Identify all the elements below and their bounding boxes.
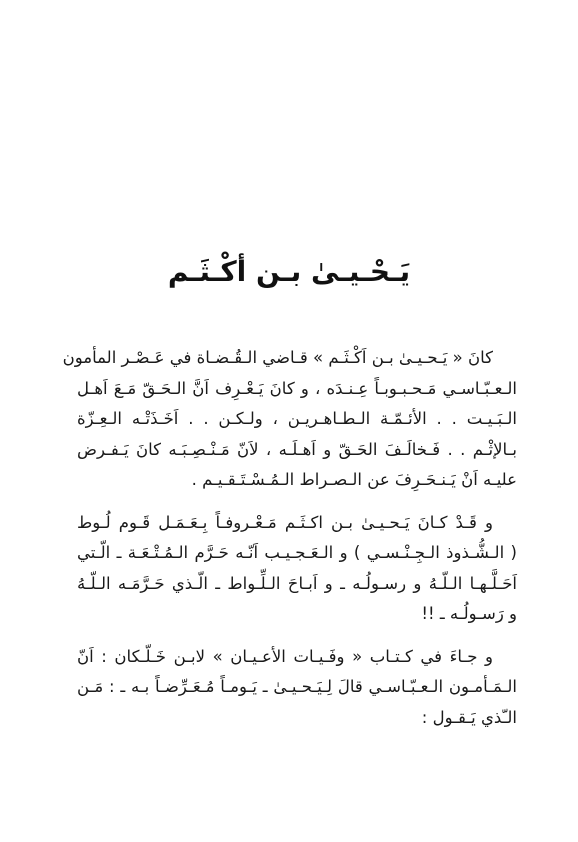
paragraph: [77, 642, 517, 734]
text-line: ( الـشُّـذوذ الـجِـنْـسـي ) و الـعَـجـيـب اَنّـه حَـرَّم الـمُـتْـعَـة ـ الّـتي: [77, 543, 517, 562]
text-line: الـمَـأمـون الـعـبّـاسـي قالَ لِـيَـحـيـىٰ ـ يَـومـاً مُـعَـرِّضـاً بـه ـ : مَـن: [77, 677, 517, 696]
text-line: اَحَـلَّـهـا الـلّـهُ و رسـولُـه ـ و اَبـاحَ الـلِّـواط ـ الّـذي حَـرَّمَـه الـلّـهُ: [77, 573, 517, 593]
text-line: و رَسـولُـه ـ !!: [421, 604, 517, 623]
text-line: كانَ « يَـحـيـىٰ بـن اَكْـثَـم » قـاضي الـقُـضـاة في عَـصْـر المأمون: [62, 348, 493, 367]
text-line: بـالإثْـم . . فَـخالَـفَ الحَـقّ و اَهـلَـه ، لاَنّ مَـنْـصِـبَـه كانَ يَـفـرض: [77, 439, 517, 459]
text-line: الـبَـيـت . . الأئـمّـة الـطـاهـريـن ، ولـكـن . . اَخَـذَتْـه الـعِـزّة: [77, 409, 517, 428]
text-line: الـّذي يَـقـول :: [421, 707, 517, 727]
body-text: [62, 343, 517, 745]
text-line: و قَـدْ كـانَ يَـحـيـىٰ بـن اكـثَـم مَـعْـروفـاً بِـعَـمَـل قَـوم لُـوط: [77, 512, 493, 532]
text-line: الـعـبّـاسـي مَـحـبـوبـاً عِـنـدَه ، و كانَ يَـعْـرِف اَنَّ الـحَـقّ مَـعَ اَهـل: [77, 378, 517, 398]
chapter-title: يَـحْـيـىٰ بـن أكْـثَـم: [167, 255, 411, 288]
text-line: عليـه اَنْ يَـنـحَـرِفَ عن الـصـراط الـمُـسْـتَـقـيـم .: [191, 470, 517, 489]
text-line: و جـاءَ في كـتـاب « وفَـيـات الأعـيـان » لابـن خَـلّـكان : اَنّ: [77, 646, 493, 666]
paragraph: [77, 508, 517, 630]
paragraph: [62, 343, 517, 496]
